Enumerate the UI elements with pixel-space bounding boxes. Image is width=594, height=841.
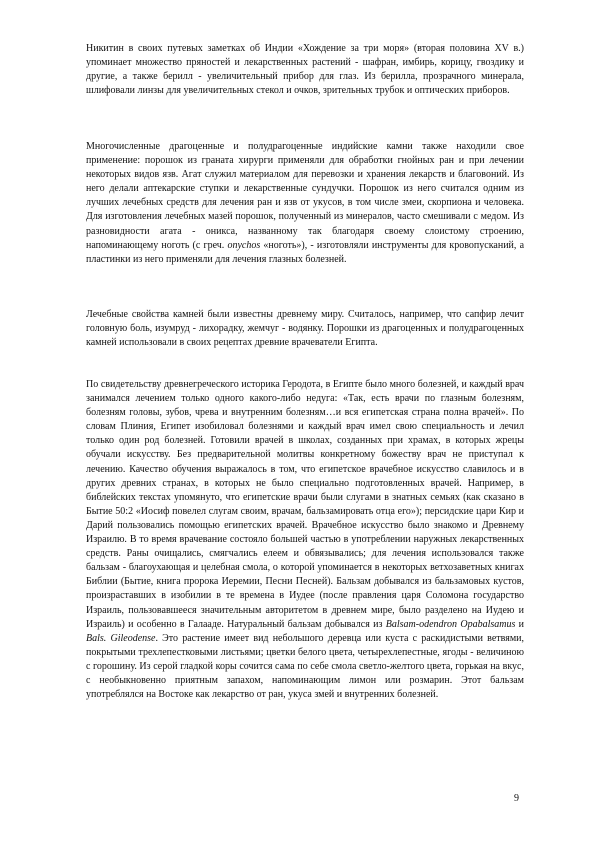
italic-term-balsam-opabalsamus: Balsam-odendron Opabalsamus (385, 618, 516, 630)
page-number: 9 (514, 793, 519, 804)
paragraph-nikitin (86, 42, 524, 98)
paragraph-gemstones (86, 140, 524, 267)
paragraph-text: Никитин в своих путевых заметках об Индии «Хождение за три моря» (вторая половина XV в.) упоминает множество пряностей и лекарственных растений - шафран, имбирь, корицу, гвоздику и другие, а также берилл - увеличительный прибор для глаз. Из берилла, прозрачного минерала, шлифовали линзы для увеличительных стекол и очков, зрительных трубок и оптических приборов. (86, 43, 524, 97)
paragraph-text-start: По свидетельству древнегреческого историка Геродота, в Египте было много болезней, и каждый врач занимался лечением только одного какого-либо недуга: «Так, есть врачи по глазным болезням, болезням головы, зубов, чрева и внутренним болезням…и вся египетская страна полна врачей». По словам Плиния, Египет изобиловал болезнями и каждый врач имел свою специальность и лечил только один род болезней. Готовили врачей в школах, созданных при храмах, в которых жрецы обучали искусству. Без предварительной молитвы конкретному божеству врач не приступал к лечению. Качество обучения выражалось в том, что египетское врачебное искусство славилось и в других древних странах, в которых не было специально подготовленных врачей. Например, в библейских текстах упомянуто, что египетские врачи были слугами в знатных семьях (как сказано в Бытие 50:2 «Иосиф повелел слугам своим, врачам, бальзамировать отца его»); персидские цари Кир и Дарий пользовались помощью египетских врачей. Врачебное искусство было знакомо и Древнему Израилю. В то время врачевание состояло большей частью в употреблении наружных лекарственных средств. Раны очищались, смягчались елеем и обвязывались; для лечения использовался также бальзам - благоухающая и целебная смола, о которой упоминается в некоторых ветхозаветных книгах Библии (Бытие, книга пророка Иеремии, Песни Песней). Бальзам добывался из бальзамовых кустов, произраставших в изобилии в те времена в Иудее (после правления царя Соломона государство Израиль, пользовавшееся значительным авторитетом в древнем мире, было разделено на Иудею и Израиль) и особенно в Галааде. Натуральный бальзам добывался из (86, 379, 524, 630)
paragraph-text-end: «ноготь»), - изготовляли инструменты для кровопусканий, а пластинки из него применяли для лечения глазных болезней. (86, 239, 525, 265)
paragraph-healing-properties (86, 308, 524, 350)
italic-term-onychos: onychos (227, 239, 261, 251)
paragraph-text-start: Многочисленные драгоценные и полудрагоценные индийские камни также находили свое применение: порошок из граната хирурги применяли для обработки гнойных ран и при лечении некоторых видов язв. Агат служил материалом для перевозки и хранения лекарств и благовоний. Из него делали аптекарские ступки и лекарственные сундучки. Порошок из него считался одним из лучших лечебных средств для лечения ран и язв от укусов, в том числе змеи, скорпиона и человека. Для изготовления лечебных мазей порошок, полученный из минералов, часто смешивали с медом. Из разновидности агата - оникса, названному так благодаря своему слоистому строению, напоминающему ноготь (с греч. (86, 141, 524, 251)
paragraph-text: Лечебные свойства камней были известны древнему миру. Считалось, например, что сапфир лечит головную боль, изумруд - лихорадку, жемчуг - водянку. Порошки из драгоценных и полудрагоценных камней использовали в своих рецептах древние врачеватели Египта. (86, 309, 524, 349)
paragraph-egypt-medicine (86, 378, 524, 702)
paragraph-text-conjunction: и (515, 618, 525, 630)
paragraph-text-end: . Это растение имеет вид небольшого деревца или куста с раскидистыми ветвями, покрытыми трехлепестковыми листьями; цветки белого цвета, четырехлепестные, ягоды - величиною с горошину. Из серой гладкой коры сочится сама по себе смола светло-желтого цвета, горькая на вкус, с необыкновенно приятным запахом, напоминающим лимон или розмарин. Этот бальзам употреблялся на Востоке как лекарство от ран, укуса змей и внутренних болезней. (86, 632, 525, 701)
italic-term-balsam-gileodense: Bals. Gileodense (86, 632, 156, 644)
